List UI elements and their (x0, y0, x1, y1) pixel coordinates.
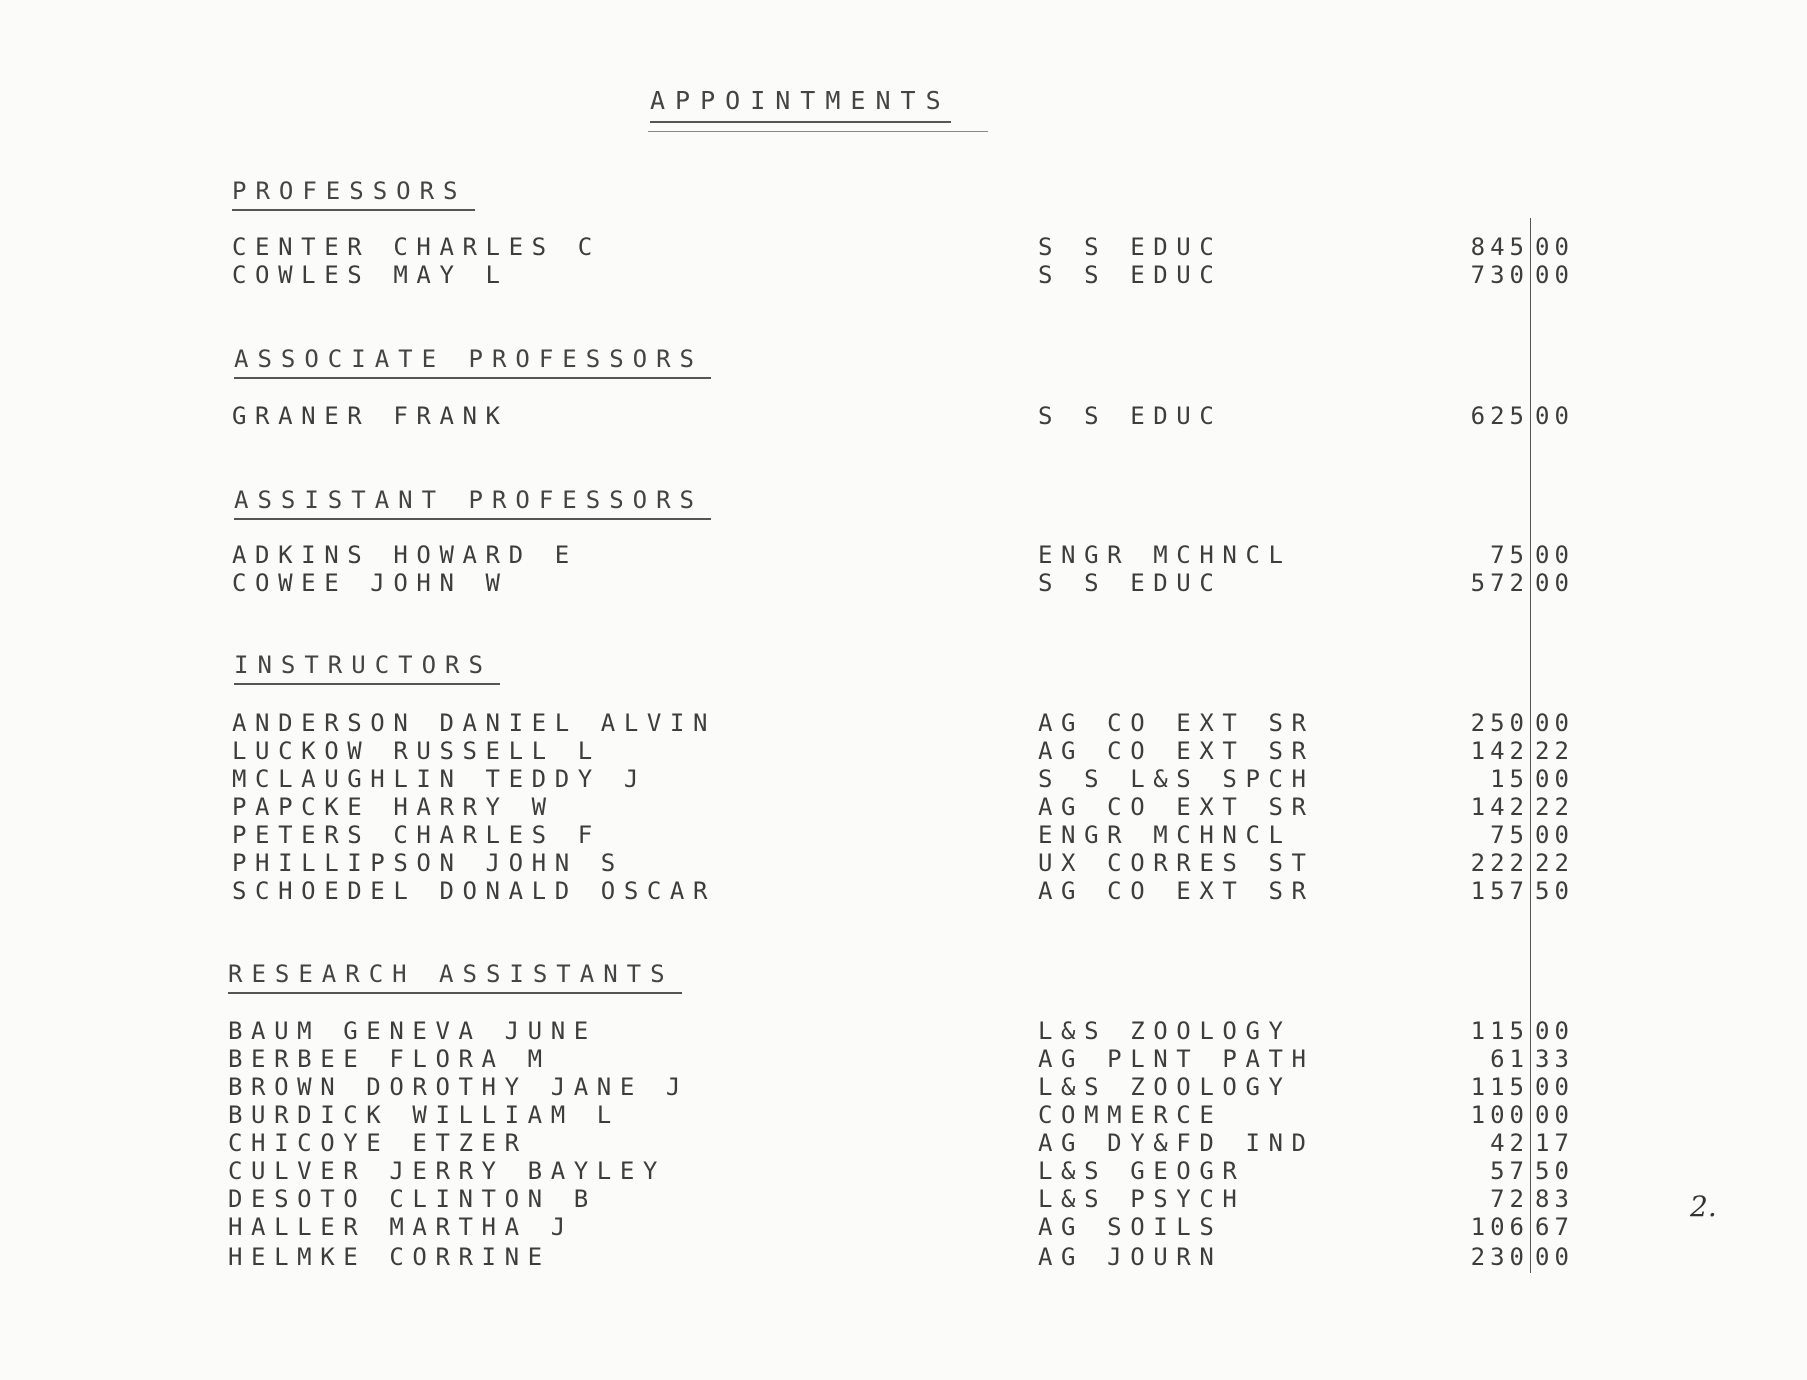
department: COMMERCE (1038, 1101, 1223, 1129)
department: AG CO EXT SR (1038, 877, 1315, 905)
appointee-name: DESOTO CLINTON B (228, 1185, 597, 1213)
amount-cents: 00 (1535, 1101, 1574, 1129)
appointee-name: BAUM GENEVA JUNE (228, 1017, 597, 1045)
department: S S EDUC (1038, 402, 1223, 430)
amount-cents: 33 (1535, 1045, 1574, 1073)
amount-dollars: 142 (1470, 737, 1529, 765)
table-row (0, 1157, 1807, 1185)
department: S S EDUC (1038, 233, 1223, 261)
appointee-name: PAPCKE HARRY W (232, 793, 555, 821)
amount-dollars: 572 (1470, 569, 1529, 597)
table-row (0, 1213, 1807, 1241)
table-row (0, 821, 1807, 849)
table-row (0, 737, 1807, 765)
amount-cents: 00 (1535, 261, 1574, 289)
table-row (0, 541, 1807, 569)
amount-cents: 00 (1535, 1073, 1574, 1101)
table-row (0, 1243, 1807, 1271)
appointee-name: GRANER FRANK (232, 402, 509, 430)
department: S S EDUC (1038, 569, 1223, 597)
table-row (0, 1045, 1807, 1073)
amount-cents: 22 (1535, 793, 1574, 821)
amount-dollars: 845 (1470, 233, 1529, 261)
amount-cents: 00 (1535, 402, 1574, 430)
appointee-name: BURDICK WILLIAM L (228, 1101, 620, 1129)
amount-cents: 83 (1535, 1185, 1574, 1213)
table-row (0, 765, 1807, 793)
department: AG PLNT PATH (1038, 1045, 1315, 1073)
department: L&S GEOGR (1038, 1157, 1246, 1185)
appointee-name: BROWN DOROTHY JANE J (228, 1073, 689, 1101)
amount-cents: 00 (1535, 233, 1574, 261)
amount-dollars: 625 (1470, 402, 1529, 430)
department: L&S ZOOLOGY (1038, 1073, 1292, 1101)
amount-cents: 22 (1535, 737, 1574, 765)
section-heading-assistant-professors: ASSISTANT PROFESSORS (234, 486, 711, 520)
appointee-name: LUCKOW RUSSELL L (232, 737, 601, 765)
amount-dollars: 100 (1470, 1101, 1529, 1129)
department: AG CO EXT SR (1038, 709, 1315, 737)
amount-dollars: 75 (1490, 541, 1529, 569)
appointee-name: SCHOEDEL DONALD OSCAR (232, 877, 717, 905)
amount-cents: 50 (1535, 877, 1574, 905)
department: ENGR MCHNCL (1038, 541, 1292, 569)
amount-cents: 00 (1535, 765, 1574, 793)
amount-dollars: 61 (1490, 1045, 1529, 1073)
department: L&S PSYCH (1038, 1185, 1246, 1213)
amount-cents: 67 (1535, 1213, 1574, 1241)
appointee-name: CENTER CHARLES C (232, 233, 601, 261)
department: S S L&S SPCH (1038, 765, 1315, 793)
section-heading-professors: PROFESSORS (232, 177, 475, 211)
page-number: 2. (1690, 1190, 1717, 1223)
section-heading-instructors: INSTRUCTORS (234, 651, 500, 685)
department: AG DY&FD IND (1038, 1129, 1315, 1157)
amount-dollars: 142 (1470, 793, 1529, 821)
department: ENGR MCHNCL (1038, 821, 1292, 849)
table-row (0, 793, 1807, 821)
page-title: APPOINTMENTS (650, 86, 951, 123)
appointee-name: HELMKE CORRINE (228, 1243, 551, 1271)
appointee-name: ANDERSON DANIEL ALVIN (232, 709, 717, 737)
appointee-name: CHICOYE ETZER (228, 1129, 528, 1157)
amount-dollars: 730 (1470, 261, 1529, 289)
section-heading-research-assistants: RESEARCH ASSISTANTS (228, 960, 682, 994)
amount-dollars: 115 (1470, 1073, 1529, 1101)
department: UX CORRES ST (1038, 849, 1315, 877)
amount-cents: 00 (1535, 541, 1574, 569)
appointee-name: COWEE JOHN W (232, 569, 509, 597)
amount-dollars: 250 (1470, 709, 1529, 737)
appointee-name: PHILLIPSON JOHN S (232, 849, 624, 877)
table-row (0, 1017, 1807, 1045)
amount-cents: 00 (1535, 569, 1574, 597)
amount-cents: 17 (1535, 1129, 1574, 1157)
table-row (0, 877, 1807, 905)
amount-dollars: 106 (1470, 1213, 1529, 1241)
amount-dollars: 42 (1490, 1129, 1529, 1157)
department: S S EDUC (1038, 261, 1223, 289)
amount-dollars: 72 (1490, 1185, 1529, 1213)
table-row (0, 261, 1807, 289)
appointee-name: COWLES MAY L (232, 261, 509, 289)
appointee-name: MCLAUGHLIN TEDDY J (232, 765, 647, 793)
amount-dollars: 15 (1490, 765, 1529, 793)
amount-dollars: 230 (1470, 1243, 1529, 1271)
department: AG CO EXT SR (1038, 793, 1315, 821)
amount-dollars: 115 (1470, 1017, 1529, 1045)
table-row (0, 402, 1807, 430)
amount-dollars: 57 (1490, 1157, 1529, 1185)
appointee-name: ADKINS HOWARD E (232, 541, 578, 569)
table-row (0, 849, 1807, 877)
department: AG CO EXT SR (1038, 737, 1315, 765)
amount-cents: 00 (1535, 709, 1574, 737)
table-row (0, 1185, 1807, 1213)
appointee-name: HALLER MARTHA J (228, 1213, 574, 1241)
amount-cents: 00 (1535, 1017, 1574, 1045)
department: AG SOILS (1038, 1213, 1223, 1241)
section-heading-associate-professors: ASSOCIATE PROFESSORS (234, 345, 711, 379)
amount-dollars: 222 (1470, 849, 1529, 877)
table-row (0, 1129, 1807, 1157)
table-row (0, 1073, 1807, 1101)
table-row (0, 1101, 1807, 1129)
amount-cents: 00 (1535, 1243, 1574, 1271)
amount-dollars: 157 (1470, 877, 1529, 905)
amount-cents: 22 (1535, 849, 1574, 877)
amount-cents: 50 (1535, 1157, 1574, 1185)
appointee-name: PETERS CHARLES F (232, 821, 601, 849)
department: L&S ZOOLOGY (1038, 1017, 1292, 1045)
department: AG JOURN (1038, 1243, 1223, 1271)
table-row (0, 569, 1807, 597)
amount-cents: 00 (1535, 821, 1574, 849)
appointee-name: BERBEE FLORA M (228, 1045, 551, 1073)
appointee-name: CULVER JERRY BAYLEY (228, 1157, 666, 1185)
title-underline (648, 131, 988, 132)
table-row (0, 233, 1807, 261)
table-row (0, 709, 1807, 737)
amount-dollars: 75 (1490, 821, 1529, 849)
